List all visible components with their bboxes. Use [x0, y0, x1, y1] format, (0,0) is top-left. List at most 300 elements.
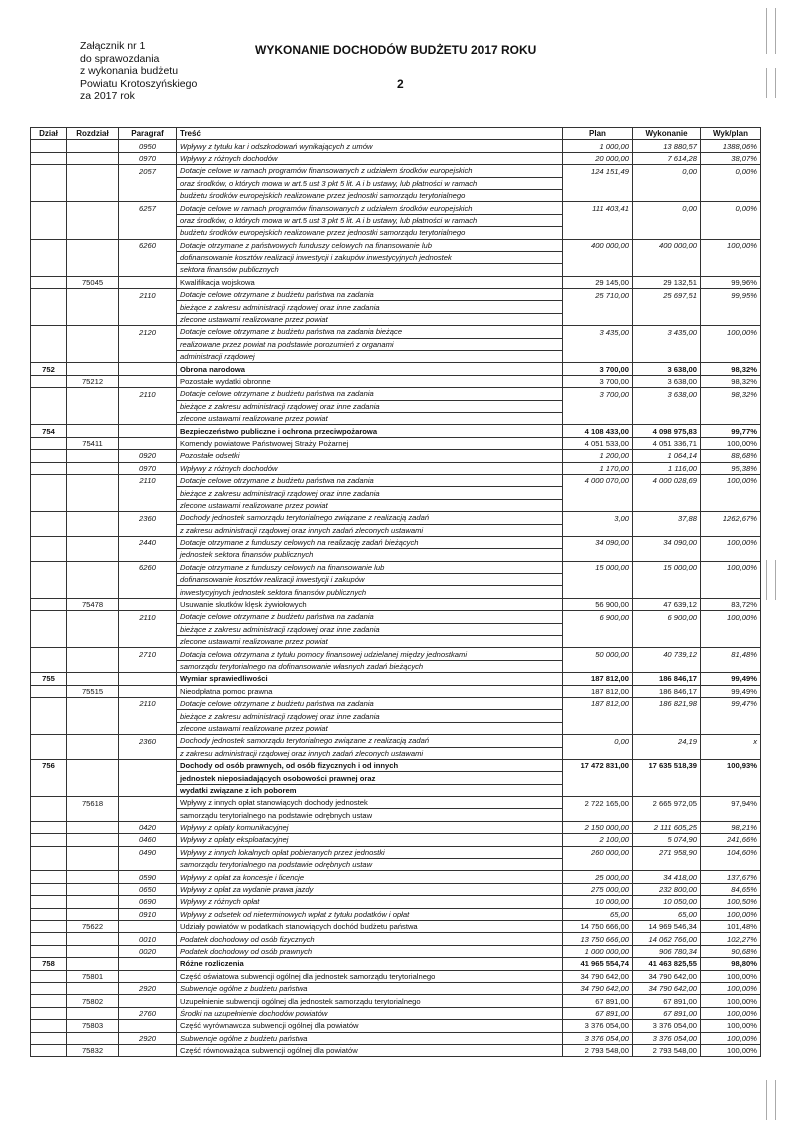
cell-plan: 10 000,00: [563, 896, 633, 908]
cell-rozdzial: [67, 871, 119, 883]
cell-paragraf: [119, 276, 177, 288]
cell-rozdzial: [67, 710, 119, 722]
cell-tresc: Dotacje otrzymane z funduszy celowych na finansowanie lub: [177, 561, 563, 573]
cell-dzial: [31, 450, 67, 462]
cell-tresc: Pozostałe wydatki obronne: [177, 375, 563, 387]
cell-tresc: Pozostałe odsetki: [177, 450, 563, 462]
cell-dzial: [31, 536, 67, 548]
table-row: [31, 710, 761, 722]
cell-dzial: [31, 1020, 67, 1032]
cell-tresc: zlecone ustawami realizowane przez powiat: [177, 636, 563, 648]
cell-paragraf: [119, 313, 177, 325]
cell-tresc: samorządu terytorialnego na dofinansowanie własnych zadań bieżących: [177, 660, 563, 672]
table-row: [31, 549, 761, 561]
cell-dzial: [31, 1044, 67, 1056]
cell-tresc: sektora finansów publicznych: [177, 264, 563, 276]
table-row: [31, 636, 761, 648]
cell-rozdzial: [67, 313, 119, 325]
cell-rozdzial: [67, 747, 119, 759]
cell-rozdzial: [67, 722, 119, 734]
cell-wyk-plan: 100,00%: [701, 437, 761, 449]
cell-wyk-plan: 95,38%: [701, 462, 761, 474]
table-row: [31, 982, 761, 994]
cell-plan: [563, 710, 633, 722]
cell-plan: 3,00: [563, 512, 633, 524]
cell-plan: 50 000,00: [563, 648, 633, 660]
cell-rozdzial: [67, 202, 119, 214]
cell-rozdzial: [67, 809, 119, 821]
cell-tresc: Dochody od osób prawnych, od osób fizycznych i od innych: [177, 759, 563, 771]
cell-paragraf: [119, 264, 177, 276]
cell-tresc: jednostek sektora finansów publicznych: [177, 549, 563, 561]
cell-paragraf: 6257: [119, 202, 177, 214]
cell-wykonanie: [633, 251, 701, 263]
cell-plan: [563, 351, 633, 363]
cell-dzial: [31, 921, 67, 933]
cell-plan: 65,00: [563, 908, 633, 920]
table-row: [31, 945, 761, 957]
cell-tresc: Dotacja celowa otrzymana z tytułu pomocy finansowej udzielanej między jednostkami: [177, 648, 563, 660]
cell-paragraf: [119, 437, 177, 449]
cell-tresc: realizowane przez powiat na podstawie porozumień z organami: [177, 338, 563, 350]
cell-rozdzial: [67, 152, 119, 164]
cell-rozdzial: [67, 759, 119, 771]
cell-wykonanie: 14 062 766,00: [633, 933, 701, 945]
cell-paragraf: [119, 487, 177, 499]
cell-plan: 2 793 548,00: [563, 1044, 633, 1056]
cell-dzial: [31, 772, 67, 784]
cell-wyk-plan: 100,00%: [701, 1007, 761, 1019]
scan-edge-mark: [766, 1080, 776, 1120]
cell-wykonanie: 3 638,00: [633, 363, 701, 375]
table-row: [31, 846, 761, 858]
cell-plan: [563, 784, 633, 796]
table-row: [31, 821, 761, 833]
cell-wyk-plan: 99,49%: [701, 685, 761, 697]
cell-wyk-plan: 100,00%: [701, 474, 761, 486]
cell-plan: 1 170,00: [563, 462, 633, 474]
cell-plan: 187 812,00: [563, 685, 633, 697]
cell-rozdzial: [67, 264, 119, 276]
annex-line: do sprawozdania: [80, 52, 160, 65]
cell-plan: 34 090,00: [563, 536, 633, 548]
cell-rozdzial: 75618: [67, 797, 119, 809]
cell-paragraf: [119, 710, 177, 722]
cell-tresc: Dochody jednostek samorządu terytorialnego związane z realizacją zadań: [177, 512, 563, 524]
cell-dzial: [31, 177, 67, 189]
cell-wyk-plan: 38,07%: [701, 152, 761, 164]
cell-wykonanie: 271 958,90: [633, 846, 701, 858]
table-row: [31, 499, 761, 511]
cell-dzial: [31, 1032, 67, 1044]
cell-plan: [563, 189, 633, 201]
cell-wyk-plan: 100,00%: [701, 982, 761, 994]
cell-wyk-plan: 137,67%: [701, 871, 761, 883]
cell-dzial: [31, 512, 67, 524]
cell-dzial: [31, 846, 67, 858]
table-row: [31, 586, 761, 598]
cell-paragraf: 0950: [119, 140, 177, 152]
cell-dzial: [31, 561, 67, 573]
cell-wykonanie: 34 418,00: [633, 871, 701, 883]
cell-plan: 67 891,00: [563, 995, 633, 1007]
cell-wyk-plan: [701, 189, 761, 201]
cell-wyk-plan: [701, 660, 761, 672]
cell-wyk-plan: [701, 313, 761, 325]
cell-rozdzial: [67, 846, 119, 858]
cell-wyk-plan: 98,32%: [701, 363, 761, 375]
cell-plan: 124 151,49: [563, 165, 633, 177]
cell-wykonanie: 15 000,00: [633, 561, 701, 573]
cell-tresc: Wpływy z opłat za koncesje i licencje: [177, 871, 563, 883]
cell-wykonanie: [633, 772, 701, 784]
cell-paragraf: 0970: [119, 462, 177, 474]
table-row: [31, 797, 761, 809]
cell-wykonanie: 34 790 642,00: [633, 970, 701, 982]
cell-tresc: Wpływy z różnych dochodów: [177, 462, 563, 474]
cell-wyk-plan: 88,68%: [701, 450, 761, 462]
section-row: [31, 363, 761, 375]
cell-tresc: Dotacje otrzymane z funduszy celowych na realizację zadań bieżących: [177, 536, 563, 548]
cell-plan: [563, 660, 633, 672]
cell-wykonanie: 40 739,12: [633, 648, 701, 660]
cell-tresc: bieżące z zakresu administracji rządowej oraz inne zadania: [177, 400, 563, 412]
cell-wyk-plan: [701, 251, 761, 263]
cell-dzial: [31, 784, 67, 796]
cell-wykonanie: 25 697,51: [633, 289, 701, 301]
cell-rozdzial: [67, 945, 119, 957]
cell-tresc: budżetu środków europejskich realizowane przez jednostki samorządu terytorialnego: [177, 227, 563, 239]
cell-paragraf: 6260: [119, 561, 177, 573]
cell-paragraf: 2057: [119, 165, 177, 177]
cell-tresc: Podatek dochodowy od osób prawnych: [177, 945, 563, 957]
cell-wyk-plan: 100,00%: [701, 908, 761, 920]
cell-wykonanie: [633, 623, 701, 635]
cell-rozdzial: [67, 1032, 119, 1044]
cell-rozdzial: [67, 450, 119, 462]
cell-tresc: Dotacje celowe otrzymane z budżetu państwa na zadania: [177, 474, 563, 486]
cell-dzial: 755: [31, 673, 67, 685]
cell-paragraf: [119, 1020, 177, 1032]
cell-tresc: Podatek dochodowy od osób fizycznych: [177, 933, 563, 945]
cell-rozdzial: [67, 189, 119, 201]
cell-dzial: [31, 995, 67, 1007]
cell-paragraf: 2760: [119, 1007, 177, 1019]
cell-wyk-plan: 101,48%: [701, 921, 761, 933]
annex-line: Załącznik nr 1: [80, 40, 146, 52]
cell-rozdzial: [67, 623, 119, 635]
cell-tresc: Wpływy z innych opłat stanowiących dochody jednostek: [177, 797, 563, 809]
cell-plan: 275 000,00: [563, 883, 633, 895]
cell-paragraf: 2110: [119, 474, 177, 486]
cell-rozdzial: [67, 400, 119, 412]
cell-plan: 3 700,00: [563, 375, 633, 387]
cell-tresc: Dotacje celowe w ramach programów finansowanych z udziałem środków europejskich: [177, 165, 563, 177]
table-row: [31, 512, 761, 524]
cell-wyk-plan: 99,96%: [701, 276, 761, 288]
cell-wyk-plan: 98,32%: [701, 388, 761, 400]
cell-tresc: Wpływy z opłat za wydanie prawa jazdy: [177, 883, 563, 895]
cell-dzial: [31, 809, 67, 821]
cell-rozdzial: [67, 549, 119, 561]
cell-plan: 4 000 070,00: [563, 474, 633, 486]
cell-rozdzial: [67, 660, 119, 672]
cell-rozdzial: 75411: [67, 437, 119, 449]
cell-paragraf: [119, 921, 177, 933]
cell-wyk-plan: 0,00%: [701, 202, 761, 214]
cell-wykonanie: 37,88: [633, 512, 701, 524]
section-row: [31, 958, 761, 970]
cell-wyk-plan: 84,65%: [701, 883, 761, 895]
cell-dzial: [31, 896, 67, 908]
cell-tresc: Dotacje celowe otrzymane z budżetu państwa na zadania bieżące: [177, 326, 563, 338]
cell-wykonanie: [633, 747, 701, 759]
cell-paragraf: 0650: [119, 883, 177, 895]
cell-dzial: [31, 908, 67, 920]
table-row: [31, 871, 761, 883]
cell-paragraf: [119, 970, 177, 982]
scan-edge-mark: [766, 8, 776, 54]
page-number: 2: [397, 77, 404, 91]
cell-paragraf: 0910: [119, 908, 177, 920]
cell-wykonanie: 400 000,00: [633, 239, 701, 251]
cell-wykonanie: 34 090,00: [633, 536, 701, 548]
cell-paragraf: [119, 301, 177, 313]
cell-tresc: bieżące z zakresu administracji rządowej oraz inne zadania: [177, 487, 563, 499]
cell-paragraf: [119, 177, 177, 189]
table-row: [31, 536, 761, 548]
table-row: [31, 524, 761, 536]
cell-paragraf: [119, 227, 177, 239]
cell-tresc: Dochody jednostek samorządu terytorialnego związane z realizacją zadań: [177, 735, 563, 747]
table-row: [31, 264, 761, 276]
table-row: [31, 921, 761, 933]
cell-plan: 1 200,00: [563, 450, 633, 462]
table-row: [31, 351, 761, 363]
cell-tresc: oraz środków, o których mowa w art.5 ust 3 pkt 5 lit. A i b ustawy, lub płatności w ramach: [177, 214, 563, 226]
cell-wyk-plan: [701, 574, 761, 586]
cell-wyk-plan: 97,94%: [701, 797, 761, 809]
cell-paragraf: [119, 574, 177, 586]
cell-dzial: [31, 586, 67, 598]
cell-rozdzial: [67, 425, 119, 437]
table-row: [31, 834, 761, 846]
cell-wyk-plan: 102,27%: [701, 933, 761, 945]
table-row: [31, 437, 761, 449]
cell-dzial: 754: [31, 425, 67, 437]
cell-rozdzial: 75622: [67, 921, 119, 933]
table-row: [31, 400, 761, 412]
cell-dzial: [31, 412, 67, 424]
cell-plan: [563, 301, 633, 313]
cell-wyk-plan: 98,80%: [701, 958, 761, 970]
cell-paragraf: 0010: [119, 933, 177, 945]
cell-wyk-plan: [701, 227, 761, 239]
cell-dzial: [31, 338, 67, 350]
cell-dzial: [31, 202, 67, 214]
cell-plan: [563, 636, 633, 648]
cell-dzial: [31, 388, 67, 400]
cell-rozdzial: [67, 536, 119, 548]
table-row: [31, 301, 761, 313]
cell-rozdzial: [67, 933, 119, 945]
cell-rozdzial: [67, 165, 119, 177]
cell-rozdzial: [67, 512, 119, 524]
cell-wyk-plan: 100,00%: [701, 536, 761, 548]
cell-wyk-plan: 0,00%: [701, 165, 761, 177]
cell-plan: 14 750 666,00: [563, 921, 633, 933]
cell-plan: [563, 177, 633, 189]
cell-paragraf: [119, 499, 177, 511]
cell-plan: [563, 747, 633, 759]
table-row: [31, 239, 761, 251]
table-row: [31, 859, 761, 871]
cell-dzial: [31, 351, 67, 363]
cell-tresc: Subwencje ogólne z budżetu państwa: [177, 982, 563, 994]
cell-tresc: Dotacje celowe otrzymane z budżetu państwa na zadania: [177, 611, 563, 623]
cell-rozdzial: [67, 982, 119, 994]
table-body: [31, 140, 761, 1057]
cell-tresc: Wpływy z opłaty komunikacyjnej: [177, 821, 563, 833]
cell-tresc: Subwencje ogólne z budżetu państwa: [177, 1032, 563, 1044]
cell-rozdzial: [67, 326, 119, 338]
cell-wyk-plan: [701, 623, 761, 635]
cell-tresc: oraz środków, o których mowa w art.5 ust 3 pkt 5 lit. A i b ustawy, lub płatności w ramach: [177, 177, 563, 189]
cell-paragraf: [119, 636, 177, 648]
cell-tresc: Bezpieczeństwo publiczne i ochrona przeciwpożarowa: [177, 425, 563, 437]
table-row: [31, 1020, 761, 1032]
cell-tresc: Dotacje celowe otrzymane z budżetu państwa na zadania: [177, 289, 563, 301]
cell-rozdzial: [67, 859, 119, 871]
cell-plan: [563, 313, 633, 325]
cell-tresc: samorządu terytorialnego na podstawie odrębnych ustaw: [177, 859, 563, 871]
cell-paragraf: [119, 214, 177, 226]
cell-wyk-plan: 1388,06%: [701, 140, 761, 152]
cell-dzial: [31, 859, 67, 871]
cell-plan: 1 000,00: [563, 140, 633, 152]
cell-paragraf: 2920: [119, 1032, 177, 1044]
cell-dzial: [31, 499, 67, 511]
cell-paragraf: [119, 660, 177, 672]
cell-wykonanie: 65,00: [633, 908, 701, 920]
cell-wykonanie: 0,00: [633, 165, 701, 177]
cell-wyk-plan: [701, 301, 761, 313]
table-header-row: [31, 128, 761, 140]
table-row: [31, 623, 761, 635]
cell-wykonanie: [633, 313, 701, 325]
cell-dzial: [31, 797, 67, 809]
cell-wykonanie: [633, 351, 701, 363]
cell-dzial: [31, 611, 67, 623]
cell-wykonanie: 186 846,17: [633, 673, 701, 685]
cell-paragraf: [119, 425, 177, 437]
cell-paragraf: [119, 524, 177, 536]
table-row: [31, 152, 761, 164]
cell-dzial: [31, 227, 67, 239]
table-row: [31, 883, 761, 895]
cell-tresc: Obrona narodowa: [177, 363, 563, 375]
cell-tresc: dofinansowanie kosztów realizacji inwestycji i zakupów: [177, 574, 563, 586]
cell-plan: [563, 400, 633, 412]
cell-rozdzial: [67, 574, 119, 586]
cell-rozdzial: 75832: [67, 1044, 119, 1056]
cell-plan: 17 472 831,00: [563, 759, 633, 771]
col-header-rozdzial: Rozdział: [67, 128, 119, 140]
cell-wykonanie: [633, 227, 701, 239]
cell-plan: 4 051 533,00: [563, 437, 633, 449]
table-row: [31, 722, 761, 734]
cell-dzial: [31, 474, 67, 486]
cell-rozdzial: [67, 883, 119, 895]
cell-plan: [563, 487, 633, 499]
cell-rozdzial: [67, 673, 119, 685]
cell-paragraf: 0970: [119, 152, 177, 164]
cell-rozdzial: [67, 214, 119, 226]
section-row: [31, 425, 761, 437]
cell-plan: [563, 412, 633, 424]
cell-dzial: [31, 264, 67, 276]
cell-tresc: Udziały powiatów w podatkach stanowiących dochód budżetu państwa: [177, 921, 563, 933]
cell-dzial: [31, 735, 67, 747]
table-row: [31, 276, 761, 288]
cell-paragraf: 0460: [119, 834, 177, 846]
cell-tresc: Różne rozliczenia: [177, 958, 563, 970]
cell-rozdzial: [67, 834, 119, 846]
cell-rozdzial: [67, 251, 119, 263]
cell-plan: [563, 549, 633, 561]
cell-wyk-plan: [701, 264, 761, 276]
cell-rozdzial: [67, 177, 119, 189]
table-row: [31, 487, 761, 499]
cell-plan: [563, 524, 633, 536]
cell-paragraf: [119, 412, 177, 424]
cell-dzial: [31, 140, 67, 152]
cell-wykonanie: [633, 636, 701, 648]
cell-dzial: [31, 375, 67, 387]
table-row: [31, 598, 761, 610]
cell-dzial: [31, 871, 67, 883]
cell-tresc: Część wyrównawcza subwencji ogólnej dla powiatów: [177, 1020, 563, 1032]
cell-plan: 2 722 165,00: [563, 797, 633, 809]
cell-paragraf: [119, 400, 177, 412]
cell-rozdzial: 75478: [67, 598, 119, 610]
cell-dzial: [31, 251, 67, 263]
cell-wykonanie: 29 132,51: [633, 276, 701, 288]
cell-wykonanie: 47 639,12: [633, 598, 701, 610]
cell-dzial: 756: [31, 759, 67, 771]
cell-dzial: [31, 1007, 67, 1019]
cell-dzial: [31, 301, 67, 313]
cell-dzial: [31, 636, 67, 648]
cell-dzial: 752: [31, 363, 67, 375]
cell-wyk-plan: [701, 722, 761, 734]
cell-dzial: [31, 685, 67, 697]
table-row: [31, 202, 761, 214]
table-row: [31, 648, 761, 660]
cell-plan: [563, 264, 633, 276]
table-row: [31, 214, 761, 226]
cell-dzial: [31, 883, 67, 895]
cell-wyk-plan: [701, 549, 761, 561]
cell-tresc: Wpływy z różnych dochodów: [177, 152, 563, 164]
cell-tresc: z zakresu administracji rządowej oraz innych zadań zleconych ustawami: [177, 524, 563, 536]
cell-paragraf: 2710: [119, 648, 177, 660]
cell-wyk-plan: [701, 859, 761, 871]
cell-wyk-plan: 100,00%: [701, 1044, 761, 1056]
table-row: [31, 251, 761, 263]
table-row: [31, 1032, 761, 1044]
cell-wykonanie: [633, 400, 701, 412]
